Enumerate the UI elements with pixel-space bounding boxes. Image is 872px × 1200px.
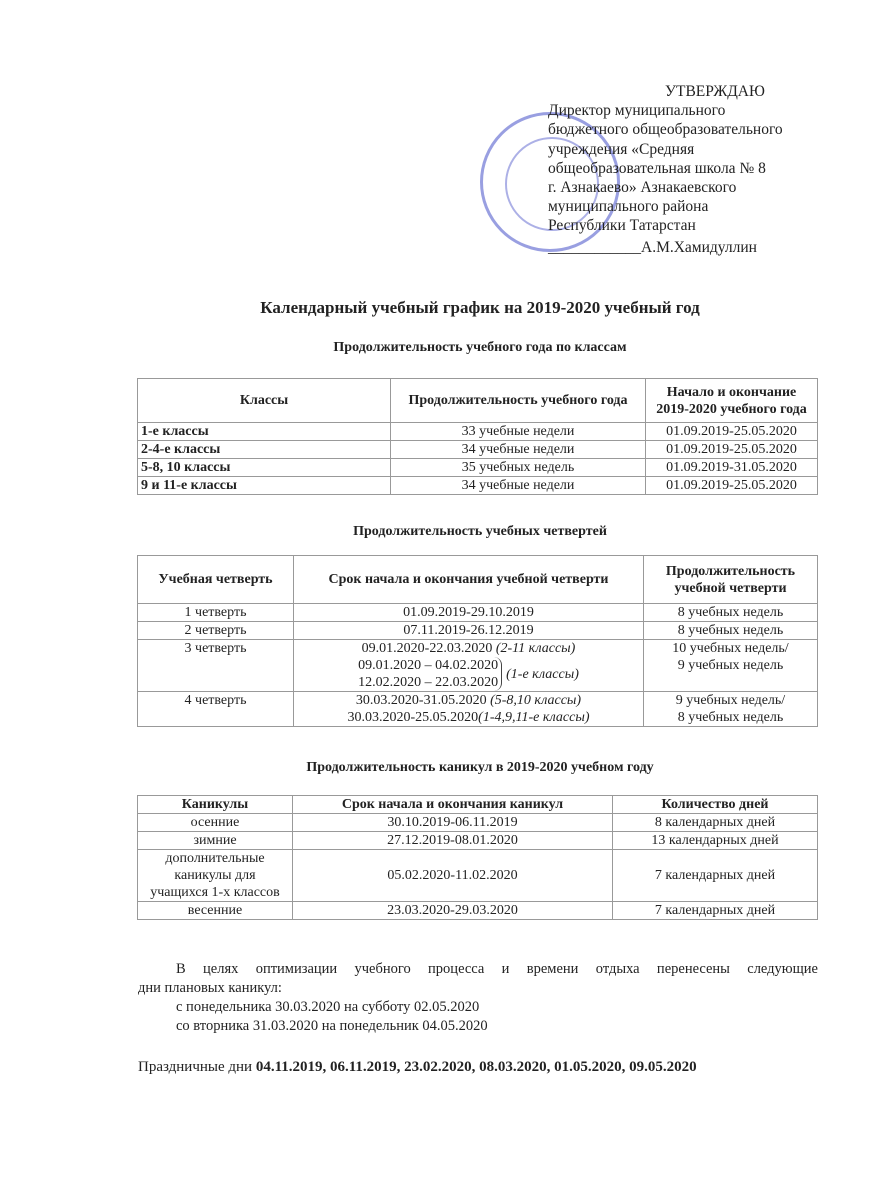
cell: весенние [138,902,293,920]
cell: 30.10.2019-06.11.2019 [293,814,613,832]
duration: 10 учебных недель/ [672,641,789,656]
cell: 01.09.2019-25.05.2020 [646,423,818,441]
cell: 7 календарных дней [613,850,818,902]
note: (2-11 классы) [495,641,576,656]
cell: 5-8, 10 классы [138,459,391,477]
cell: 7 календарных дней [613,902,818,920]
cell: 1 четверть [138,604,294,622]
header-cell: Срок начала и окончания учебной четверти [294,556,644,604]
cell: зимние [138,832,293,850]
header-cell: Классы [138,379,391,423]
cell [644,640,818,692]
approval-line: муниципального района [548,198,709,216]
school-year-table [137,378,818,495]
header-cell: Продолжительность учебной четверти [644,556,818,604]
cell: 1-е классы [138,423,391,441]
duration: 8 учебных недель [677,710,784,725]
header-cell: Учебная четверть [138,556,294,604]
table-row [138,832,818,850]
approval-line: учреждения «Средняя [548,140,695,158]
cell: 07.11.2019-26.12.2019 [294,622,644,640]
cell: 2 четверть [138,622,294,640]
holidays-label: Праздничные дни [138,1059,256,1075]
cell: дополнительные каникулы для учащихся 1-х классов [138,850,293,902]
cell: 4 четверть [138,692,294,727]
cell: 27.12.2019-08.01.2020 [293,832,613,850]
cell: 3 четверть [138,640,294,692]
cell [294,692,644,727]
holidays-table [137,795,818,920]
table-row [138,459,818,477]
cell: 8 календарных дней [613,814,818,832]
date-range: 09.01.2020 – 04.02.2020 [358,658,499,673]
cell [294,640,644,692]
cell: 01.09.2019-25.05.2020 [646,441,818,459]
approval-line: общеобразовательная школа № 8 [548,159,766,177]
date-range: 09.01.2020-22.03.2020 [361,641,493,656]
cell: 13 календарных дней [613,832,818,850]
header-cell: Продолжительность учебного года [391,379,646,423]
table-row [138,814,818,832]
header-cell: Количество дней [613,796,818,814]
date-range: 12.02.2020 – 22.03.2020 [358,675,499,690]
cell [644,692,818,727]
cell: 34 учебные недели [391,441,646,459]
table-row [138,622,818,640]
duration: 9 учебных недель/ [675,693,786,708]
cell: 2-4-е классы [138,441,391,459]
transfer-note [138,960,818,1036]
approval-line: г. Азнакаево» Азнакаевского [548,179,737,197]
note: (1-е классы) [506,666,579,682]
date-range: 30.03.2020-25.05.2020 [347,710,479,725]
holidays-line [138,1058,697,1077]
cell: 01.09.2019-25.05.2020 [646,477,818,495]
header-cell: Каникулы [138,796,293,814]
approval-line: бюджетного общеобразовательного [548,121,783,139]
cell: 01.09.2019-29.10.2019 [294,604,644,622]
approval-heading: УТВЕРЖДАЮ [665,83,765,100]
cell: 05.02.2020-11.02.2020 [293,850,613,902]
cell: 01.09.2019-31.05.2020 [646,459,818,477]
table-row [138,640,818,692]
cell: 35 учебных недель [391,459,646,477]
approval-line: Республики Татарстан [548,217,696,235]
note-line: с понедельника 30.03.2020 на субботу 02.05.2020 [176,999,480,1015]
table-row [138,477,818,495]
cell: 8 учебных недель [644,604,818,622]
date-range: 30.03.2020-31.05.2020 [355,693,487,708]
note-line: В целях оптимизации учебного процесса и времени отдыха перенесены следующие [176,961,818,977]
header-cell: Начало и окончание 2019-2020 учебного года [646,379,818,423]
table-row [138,423,818,441]
cell: 23.03.2020-29.03.2020 [293,902,613,920]
duration: 9 учебных недель [677,658,784,673]
cell: осенние [138,814,293,832]
cell: 34 учебные недели [391,477,646,495]
approval-line: Директор муниципального [548,102,726,120]
table-row [138,604,818,622]
table3-caption: Продолжительность каникул в 2019-2020 учебном году [306,760,654,775]
table-row [138,902,818,920]
note: (5-8,10 классы) [490,693,582,708]
header-cell: Срок начала и окончания каникул [293,796,613,814]
note-line: со вторника 31.03.2020 на понедельник 04.05.2020 [176,1018,488,1034]
table-row [138,692,818,727]
cell: 33 учебные недели [391,423,646,441]
approval-block [548,82,783,257]
table-row [138,441,818,459]
holidays-dates: 04.11.2019, 06.11.2019, 23.02.2020, 08.03.2020, 01.05.2020, 09.05.2020 [255,1059,697,1075]
page-title: Календарный учебный график на 2019-2020 учебный год [260,298,700,317]
note: (1-4,9,11-е классы) [478,710,590,725]
cell: 8 учебных недель [644,622,818,640]
table-row [138,850,818,902]
note-line: дни плановых каникул: [138,980,282,996]
cell: 9 и 11-е классы [138,477,391,495]
quarters-table [137,555,818,727]
signature-line: ____________А.М.Хамидуллин [548,238,757,256]
table1-caption: Продолжительность учебного года по классам [333,340,627,355]
table2-caption: Продолжительность учебных четвертей [353,524,607,539]
